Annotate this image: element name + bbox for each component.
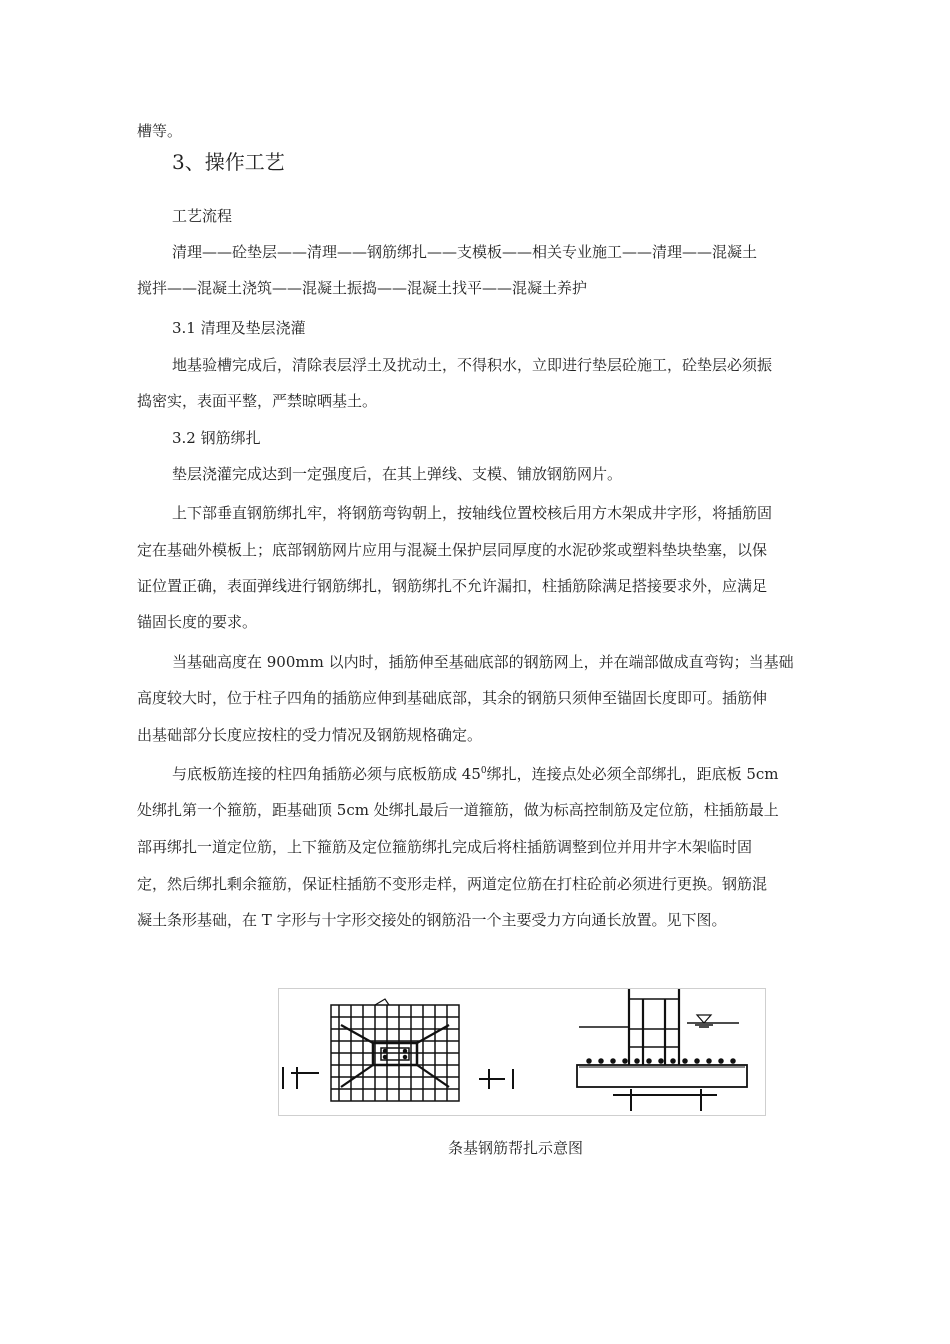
section-heading: 3、操作工艺 <box>172 150 285 174</box>
subsection-heading: 3.1 清理及垫层浇灌 <box>172 319 306 337</box>
text-line: 高度较大时，位于柱子四角的插筋应伸到基础底部，其余的钢筋只须伸至锚固长度即可。插筋伸 <box>137 689 768 707</box>
text-line: 槽等。 <box>137 122 183 140</box>
text-line: 定，然后绑扎剩余箍筋，保证柱插筋不变形走样，两道定位筋在打柱砼前必须进行更换。钢筋混 <box>137 875 768 893</box>
rebar-diagram <box>278 988 766 1116</box>
text-line: 捣密实，表面平整，严禁晾晒基土。 <box>137 392 378 410</box>
figure-caption: 条基钢筋帮扎示意图 <box>448 1139 584 1157</box>
degree-superscript: 0 <box>480 766 487 776</box>
text-line: 证位置正确，表面弹线进行钢筋绑扎，钢筋绑扎不允许漏扣，柱插筋除满足搭接要求外，应满足 <box>137 577 768 595</box>
plan-view-grid <box>283 999 513 1101</box>
text-line: 清理——砼垫层——清理——钢筋绑扎——支模板——相关专业施工——清理——混凝土 <box>172 243 758 261</box>
text-line: 当基础高度在 900mm 以内时，插筋伸至基础底部的钢筋网上，并在端部做成直弯钩；当基础 <box>172 653 794 671</box>
text-line: 垫层浇灌完成达到一定强度后，在其上弹线、支模、铺放钢筋网片。 <box>172 465 623 483</box>
text-line: 锚固长度的要求。 <box>137 613 258 631</box>
text-line: 凝土条形基础，在 T 字形与十字形交接处的钢筋沿一个主要受力方向通长放置。见下图。 <box>137 911 727 929</box>
text-line: 定在基础外模板上；底部钢筋网片应用与混凝土保护层同厚度的水泥砂浆或塑料垫块垫塞，以保 <box>137 541 768 559</box>
flow-title: 工艺流程 <box>172 207 233 225</box>
text-line: 出基础部分长度应按柱的受力情况及钢筋规格确定。 <box>137 726 483 744</box>
text-run: 绑扎，连接点处必须全部绑扎，距底板 5cm <box>486 765 779 783</box>
text-line: 上下部垂直钢筋绑扎牢，将钢筋弯钩朝上，按轴线位置校核后用方木架成井字形，将插筋固 <box>172 504 773 522</box>
text-line: 地基验槽完成后，清除表层浮土及扰动土，不得积水，立即进行垫层砼施工，砼垫层必须振 <box>172 356 773 374</box>
text-line <box>172 764 779 784</box>
text-run: 与底板筋连接的柱四角插筋必须与底板筋成 45 <box>172 765 481 783</box>
text-line: 搅拌——混凝土浇筑——混凝土振捣——混凝土找平——混凝土养护 <box>137 279 588 297</box>
text-line: 处绑扎第一个箍筋，距基础顶 5cm 处绑扎最后一道箍筋，做为标高控制筋及定位筋，柱插筋最上 <box>137 801 779 819</box>
subsection-heading: 3.2 钢筋绑扎 <box>172 429 261 447</box>
section-view <box>577 989 747 1111</box>
text-line: 部再绑扎一道定位筋，上下箍筋及定位箍筋绑扎完成后将柱插筋调整到位并用井字木架临时固 <box>137 838 753 856</box>
